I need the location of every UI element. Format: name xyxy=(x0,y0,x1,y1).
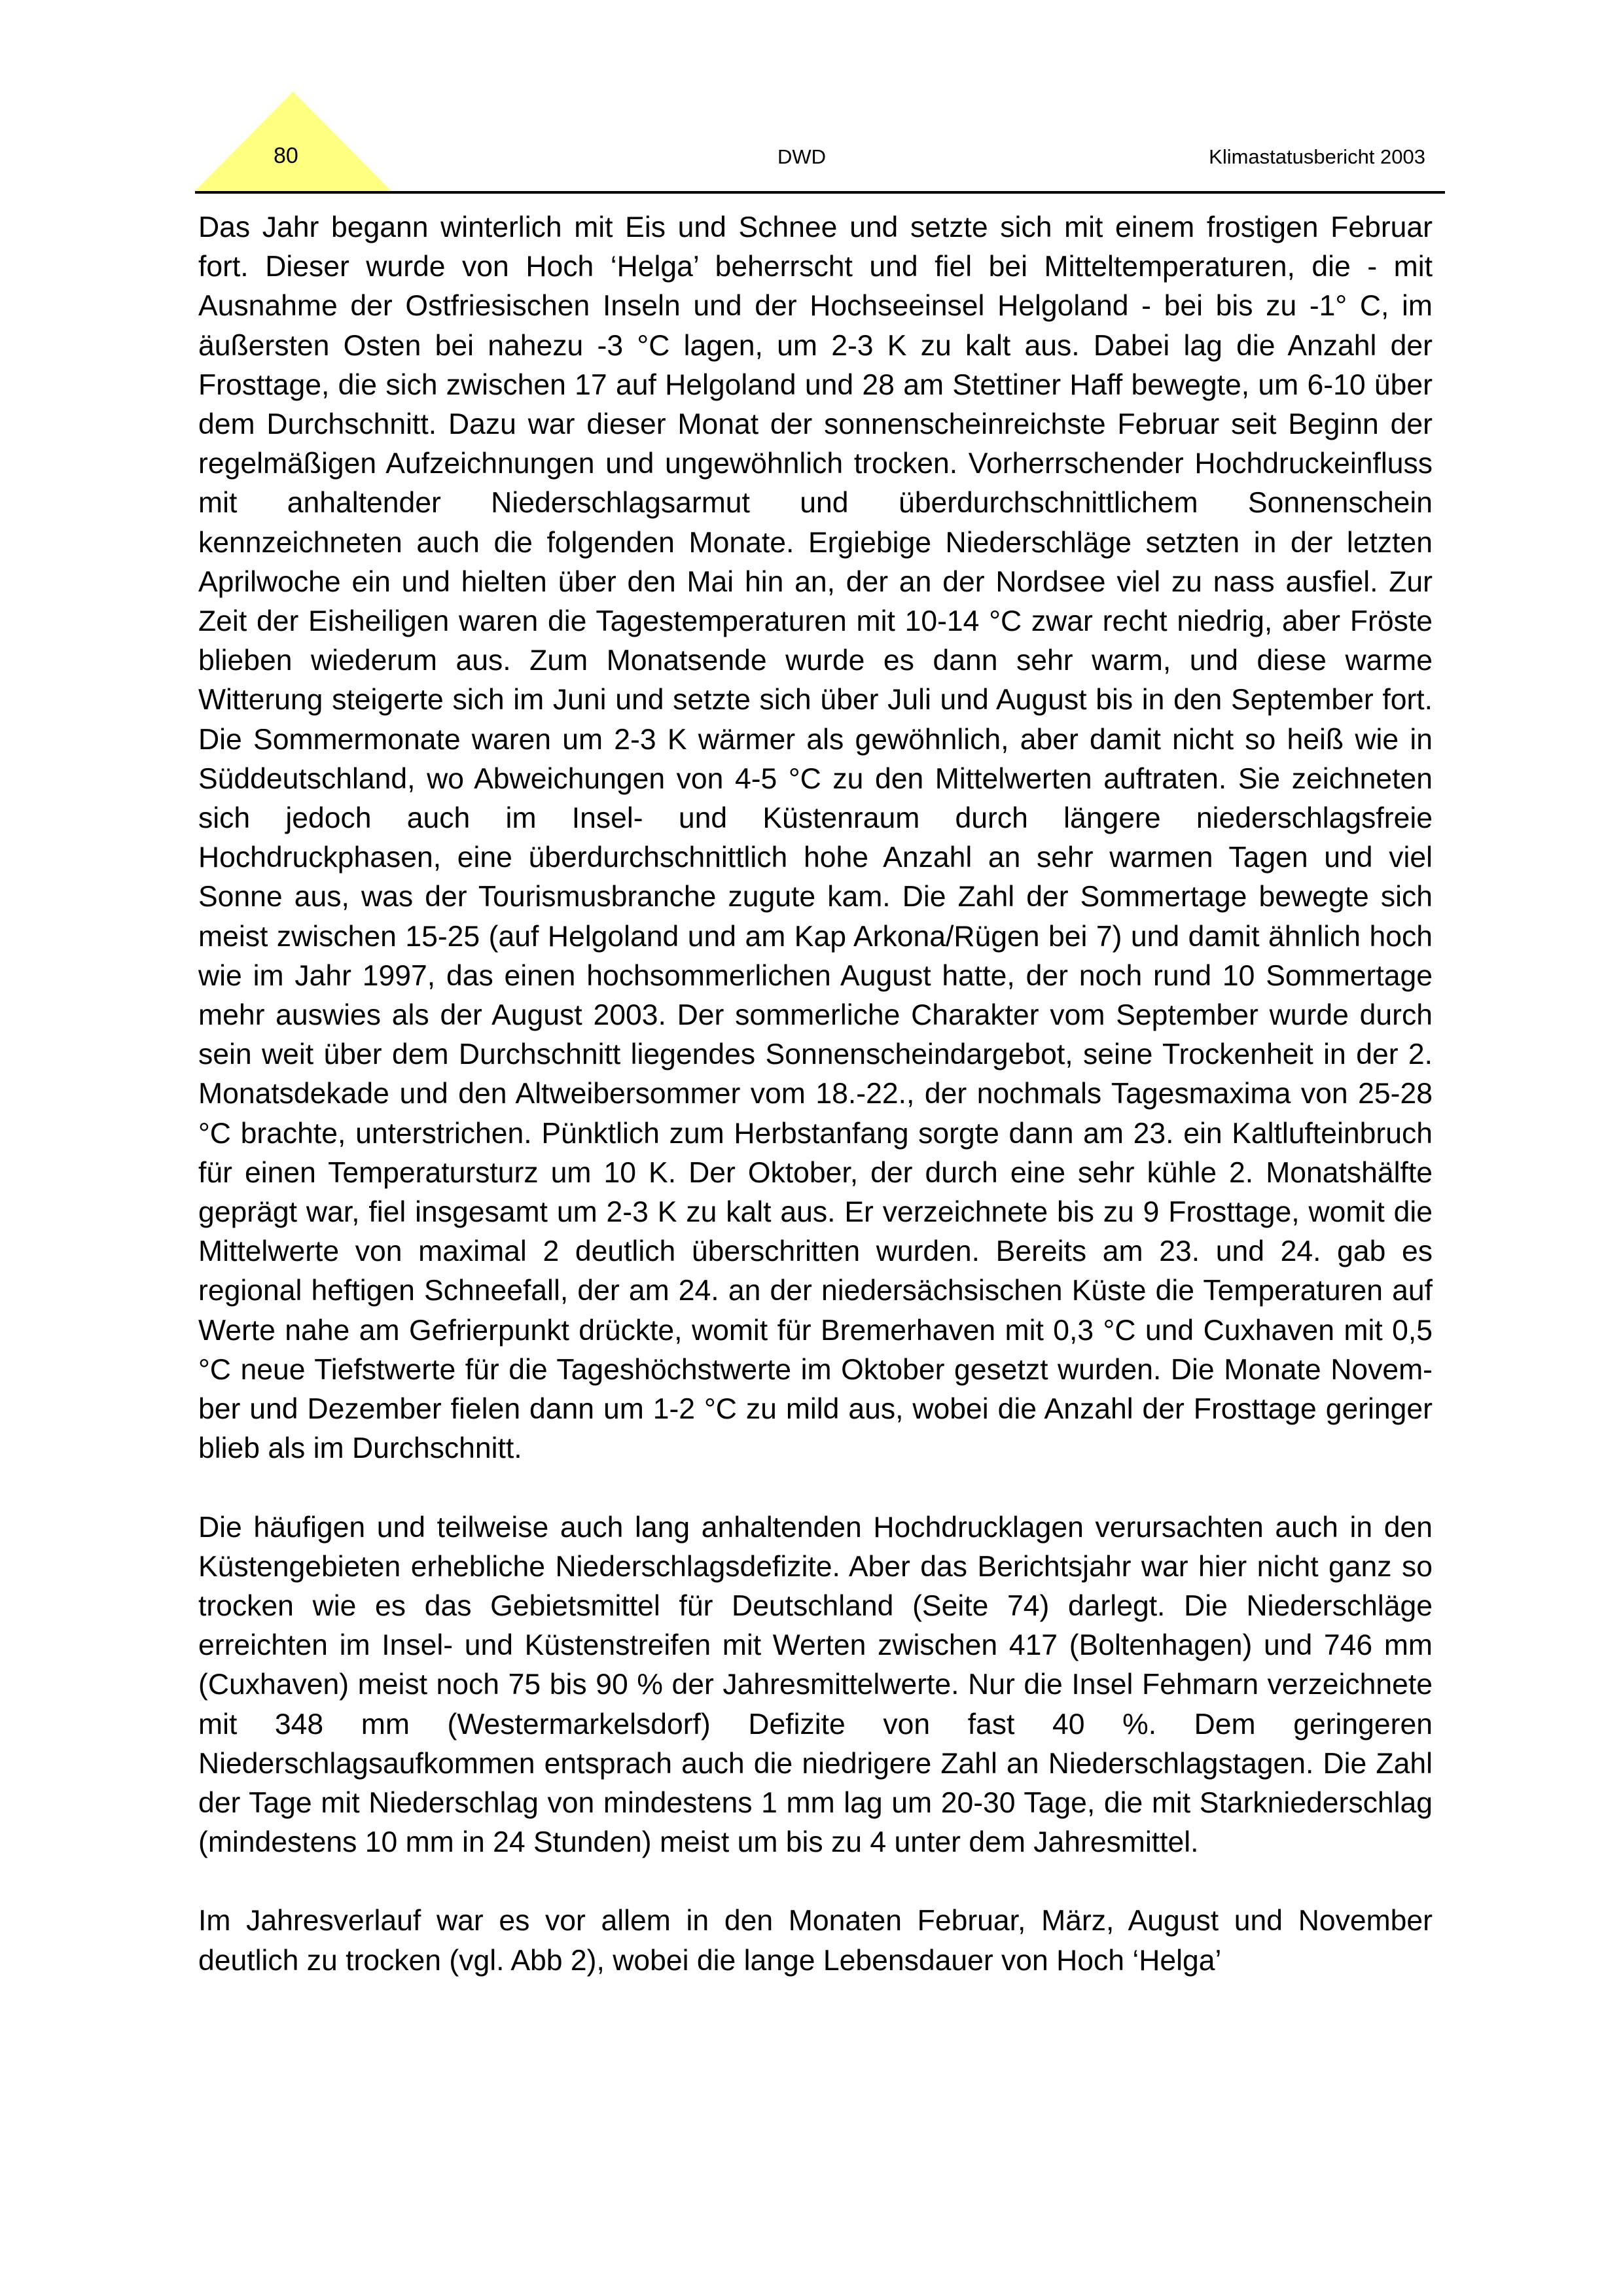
page-header xyxy=(195,92,1445,195)
body-text xyxy=(198,208,1433,2020)
paragraph: Das Jahr begann winterlich mit Eis und Schnee und setzte sich mit einem frostigen Februar fort. Dieser wurde von Hoch ‘Helga’ beherrscht und fiel bei Mitteltemperaturen, die - mit Ausnahme der Ostfriesischen Inseln und der Hochseeinsel Helgoland - bei bis zu -1° C, im äußersten Osten bei nahezu -3 °C lagen, um 2-3 K zu kalt aus. Dabei lag die Anzahl der Frosttage, die sich zwischen 17 auf Helgoland und 28 am Stettiner Haff bewegte, um 6-10 über dem Durchschnitt. Dazu war dieser Monat der sonnenscheinreichste Februar seit Beginn der regelmäßigen Aufzeichnungen und ungewöhnlich trocken. Vorherrschender Hochdruckeinfluss mit anhaltender Niederschlagsarmut und überdurchschnittlichem Sonnenschein kennzeichneten auch die folgenden Monate. Ergiebige Niederschläge setzten in der letzten Aprilwoche ein und hielten über den Mai hin an, der an der Nordsee viel zu nass ausfiel. Zur Zeit der Eisheiligen waren die Tagestemperaturen mit 10-14 °C zwar recht niedrig, aber Fröste blieben wiederum aus. Zum Monatsende wurde es dann sehr warm, und diese warme Witterung steigerte sich im Juni und setzte sich über Juli und August bis in den September fort. Die Sommermonate waren um 2-3 K wärmer als gewöhnlich, aber damit nicht so heiß wie in Süddeutschland, wo Abweichungen von 4-5 °C zu den Mittelwerten auftraten. Sie zeichneten sich jedoch auch im Insel- und Küstenraum durch längere niederschlagsfreie Hochdruckphasen, eine überdurchschnittlich hohe Anzahl an sehr warmen Tagen und viel Sonne aus, was der Tourismusbranche zugute kam. Die Zahl der Sommertage bewegte sich meist zwischen 15-25 (auf Helgoland und am Kap Arkona/Rügen bei 7) und damit ähnlich hoch wie im Jahr 1997, das einen hochsommerlichen August hatte, der noch rund 10 Sommertage mehr auswies als der August 2003. Der sommerliche Charakter vom September wurde durch sein weit über dem Durchschnitt liegendes Sonnenscheindargebot, seine Trockenheit in der 2. Monatsdekade und den Altweibersommer vom 18.-22., der nochmals Tagesmaxima von 25-28 °C brachte, unterstrichen. Pünktlich zum Herbstanfang sorgte dann am 23. ein Kaltlufteinbruch für einen Temperatursturz um 10 K. Der Oktober, der durch eine sehr kühle 2. Monatshälfte geprägt war, fiel insgesamt um 2-3 K zu kalt aus. Er verzeichnete bis zu 9 Frosttage, womit die Mittelwerte von maximal 2 deutlich überschritten wurden. Bereits am 23. und 24. gab es regional heftigen Schneefall, der am 24. an der niedersächsischen Küste die Temperaturen auf Werte nahe am Gefrierpunkt drückte, womit für Bremerhaven mit 0,3 °C und Cuxhaven mit 0,5 °C neue Tiefstwerte für die Tageshöchstwerte im Oktober gesetzt wurden. Die Monate November und Dezember fielen dann um 1-2 °C zu mild aus, wobei die Anzahl der Frosttage geringer blieb als im Durchschnitt. xyxy=(198,211,1433,1465)
header-report-title: Klimastatusbericht 2003 xyxy=(1209,145,1425,168)
header-publisher: DWD xyxy=(777,145,827,168)
page-number: 80 xyxy=(274,143,298,168)
paragraph: Im Jahresverlauf war es vor allem in den Monaten Februar, März, August und November deutlich zu trocken (vgl. Abb 2), wobei die lange Lebensdauer von Hoch ‘Helga’ xyxy=(198,1905,1433,1977)
header-rule xyxy=(195,191,1445,194)
triangle-shape xyxy=(195,92,391,191)
paragraph: Die häufigen und teilweise auch lang anhaltenden Hochdrucklagen verursachten auch in den Küstengebieten erhebliche Niederschlagsdefizite. Aber das Berichtsjahr war hier nicht ganz so trocken wie es das Gebietsmittel für Deutschland (Seite 74) darlegt. Die Niederschläge erreichten im Insel- und Küstenstreifen mit Werten zwischen 417 (Boltenhagen) und 746 mm (Cuxhaven) meist noch 75 bis 90 % der Jahresmittelwerte. Nur die Insel Fehmarn verzeichnete mit 348 mm (Westermarkelsdorf) Defizite von fast 40 %. Dem geringeren Niederschlagsaufkommen entsprach auch die niedrigere Zahl an Niederschlagstagen. Die Zahl der Tage mit Niederschlag von mindestens 1 mm lag um 20-30 Tage, die mit Starkniederschlag (mindestens 10 mm in 24 Stunden) meist um bis zu 4 unter dem Jahresmittel. xyxy=(198,1511,1433,1859)
